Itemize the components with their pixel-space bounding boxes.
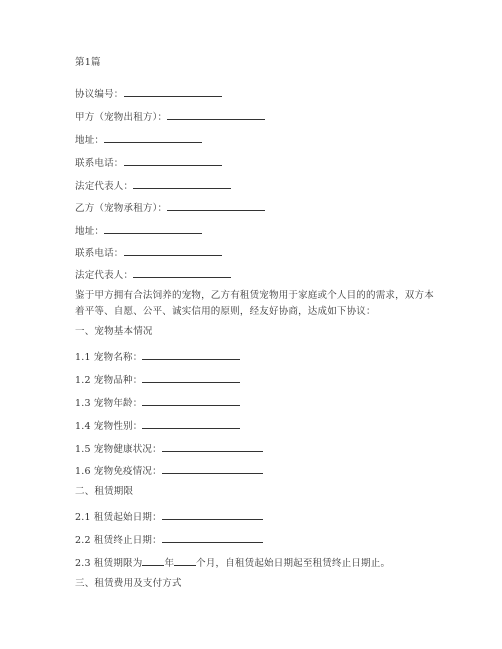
address-a-blank <box>104 132 202 143</box>
pet-breed-blank <box>142 372 240 383</box>
phone-a-label: 联系电话： <box>75 158 124 169</box>
lease-months-blank <box>174 555 196 566</box>
party-a-label: 甲方（宠物出租方）： <box>75 112 168 123</box>
party-b-label: 乙方（宠物承租方）： <box>75 203 168 214</box>
agreement-number-blank <box>124 86 222 97</box>
phone-a-blank <box>124 155 222 166</box>
party-b-line <box>75 200 265 215</box>
preamble-paragraph: 鉴于甲方拥有合法饲养的宠物，乙方有租赁宠物用于家庭或个人目的的需求，双方本着平等、自愿、公平、诚实信用的原则，经友好协商，达成如下协议： <box>75 290 434 317</box>
address-a-label: 地址： <box>75 135 105 146</box>
address-b-label: 地址： <box>75 226 105 237</box>
lease-end-line <box>75 532 263 547</box>
party-a-blank <box>167 109 265 120</box>
rep-b-label: 法定代表人： <box>75 270 134 281</box>
party-b-blank <box>167 200 265 211</box>
pet-name-blank <box>142 349 240 360</box>
address-a-line <box>75 132 202 147</box>
pet-gender-blank <box>142 418 240 429</box>
lease-term-suffix: 个月，自租赁起始日期起至租赁终止日期止。 <box>196 558 391 569</box>
section-2-title: 二、租赁期限 <box>75 486 134 497</box>
phone-a-line <box>75 155 222 170</box>
pet-breed-label: 1.2 宠物品种： <box>75 375 143 386</box>
lease-years-blank <box>142 555 164 566</box>
pet-name-line <box>75 349 240 364</box>
lease-start-label: 2.1 租赁起始日期： <box>75 512 162 523</box>
agreement-number-label: 协议编号： <box>75 89 124 100</box>
rep-b-line <box>75 267 231 282</box>
pet-vaccine-line <box>75 463 263 478</box>
rep-a-line <box>75 178 231 193</box>
pet-gender-label: 1.4 宠物性别： <box>75 421 143 432</box>
pet-gender-line <box>75 418 240 433</box>
document-heading: 第1篇 <box>75 57 101 68</box>
section-1-title: 一、宠物基本情况 <box>75 326 153 337</box>
pet-health-label: 1.5 宠物健康状况： <box>75 444 162 455</box>
pet-health-line <box>75 441 263 456</box>
rep-b-blank <box>133 267 231 278</box>
address-b-line <box>75 223 202 238</box>
pet-breed-line <box>75 372 240 387</box>
lease-term-prefix: 2.3 租赁期限为 <box>75 558 143 569</box>
lease-end-blank <box>162 532 263 543</box>
pet-age-label: 1.3 宠物年龄： <box>75 398 143 409</box>
phone-b-label: 联系电话： <box>75 248 124 259</box>
address-b-blank <box>104 223 202 234</box>
pet-age-blank <box>142 395 240 406</box>
rep-a-label: 法定代表人： <box>75 181 134 192</box>
lease-term-line <box>75 555 390 570</box>
pet-vaccine-blank <box>162 463 263 474</box>
lease-term-year-unit: 年 <box>164 558 175 569</box>
phone-b-line <box>75 245 222 260</box>
pet-age-line <box>75 395 240 410</box>
pet-health-blank <box>162 441 263 452</box>
lease-start-blank <box>162 509 263 520</box>
pet-vaccine-label: 1.6 宠物免疫情况： <box>75 466 162 477</box>
rep-a-blank <box>133 178 231 189</box>
phone-b-blank <box>124 245 222 256</box>
pet-name-label: 1.1 宠物名称： <box>75 352 143 363</box>
party-a-line <box>75 109 265 124</box>
lease-end-label: 2.2 租赁终止日期： <box>75 535 162 546</box>
agreement-number-line <box>75 86 222 101</box>
lease-start-line <box>75 509 263 524</box>
section-3-title: 三、租赁费用及支付方式 <box>75 578 182 589</box>
